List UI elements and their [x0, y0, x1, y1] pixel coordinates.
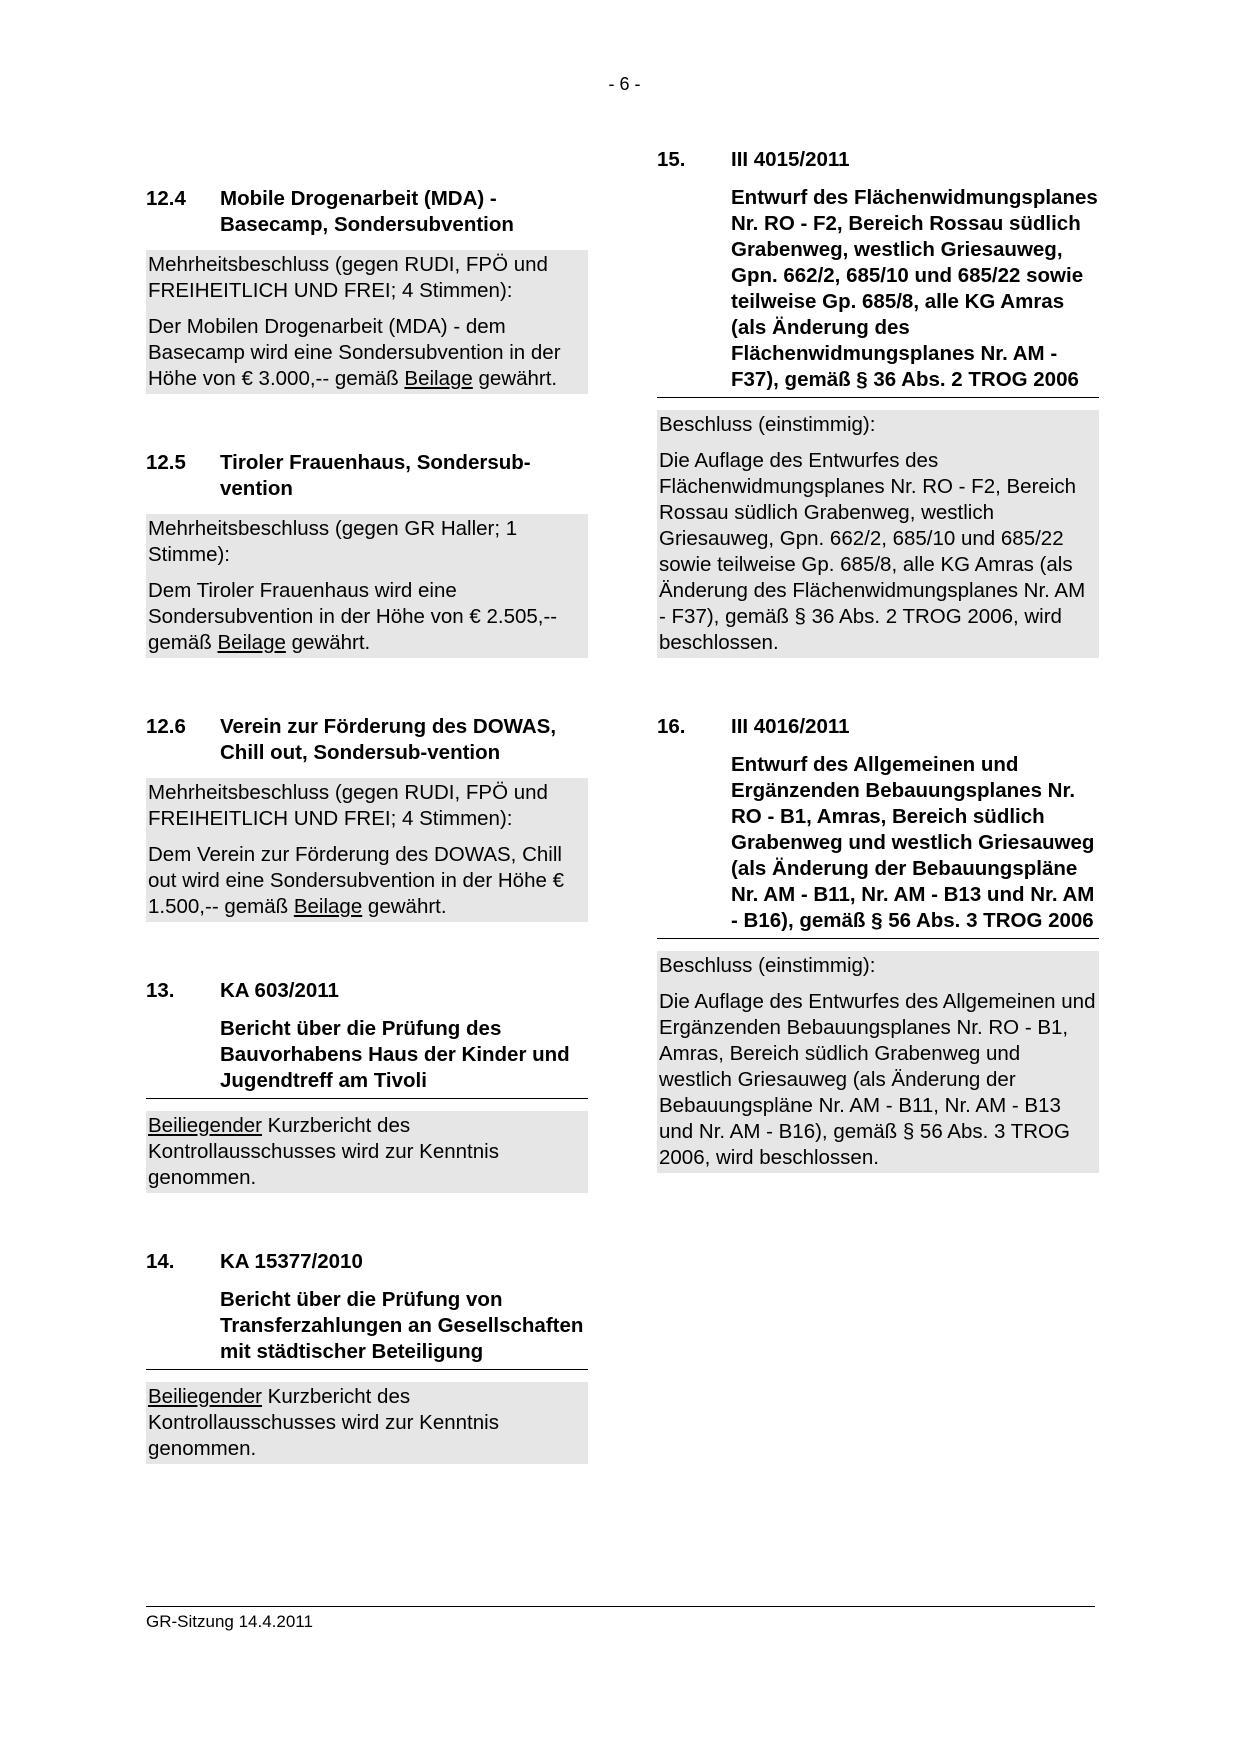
item-heading: [146, 978, 588, 1004]
page-number: - 6 -: [608, 74, 641, 94]
resolution-text: Beiliegender Kurzbericht des Kontrollausschusses wird zur Kenntnis genommen.: [148, 1385, 499, 1460]
item-title: Mobile Drogenarbeit (MDA) - Basecamp, Sondersubvention: [220, 187, 514, 236]
resolution-text: Beiliegender Kurzbericht des Kontrollausschusses wird zur Kenntnis genommen.: [148, 1114, 499, 1189]
resolution-box: [146, 1111, 588, 1193]
item-number: 12.4: [146, 187, 186, 210]
left-column: [146, 186, 588, 1504]
item-header-block: [657, 147, 1099, 398]
item-number: 14.: [146, 1250, 175, 1273]
agenda-item-14: [146, 1249, 588, 1464]
item-subject: Bericht über die Prüfung von Transferzahlungen an Gesellschaften mit städtischer Beteiligung: [220, 1288, 584, 1363]
resolution-box: [146, 514, 588, 658]
resolution-box: [657, 410, 1099, 658]
item-header-block: [146, 1249, 588, 1370]
item-subject: Bericht über die Prüfung des Bauvorhabens Haus der Kinder und Jugendtreff am Tivoli: [220, 1017, 570, 1092]
item-heading: [146, 450, 588, 502]
attachment-link[interactable]: Beiliegender: [148, 1114, 262, 1137]
attachment-link[interactable]: Beiliegender: [148, 1385, 262, 1408]
item-file-number: KA 603/2011: [220, 979, 339, 1002]
agenda-item-13: [146, 978, 588, 1193]
resolution-text: Die Auflage des Entwurfes des Flächenwidmungsplanes Nr. RO - F2, Bereich Rossau südlich Grabenweg, westlich Griesauweg, Gpn. 662/2, 685/10 und 685/22 sowie teilweise Gp. 685/8, alle KG Amras (als Änderung des Flächenwidmungsplanes Nr. AM - F37), gemäß § 36 Abs. 2 TROG 2006, wird beschlossen.: [659, 449, 1086, 654]
resolution-box: [657, 951, 1099, 1173]
attachment-link[interactable]: Beilage: [404, 367, 473, 390]
agenda-item-12-6: [146, 714, 588, 922]
resolution-text: Dem Tiroler Frauenhaus wird eine Sondersubvention in der Höhe von € 2.505,-- gemäß Beilage gewährt.: [148, 579, 558, 654]
resolution-box: [146, 250, 588, 394]
agenda-item-16: [657, 714, 1099, 1173]
item-number: 16.: [657, 715, 686, 738]
footer-divider: [146, 1606, 1095, 1607]
footer-text: GR-Sitzung 14.4.2011: [146, 1612, 313, 1631]
item-number: 15.: [657, 148, 686, 171]
item-subject: Entwurf des Allgemeinen und Ergänzenden Bebauungsplanes Nr. RO - B1, Amras, Bereich südlich Grabenweg und westlich Griesauweg (als Änderung der Bebauungspläne Nr. AM - B11, Nr. AM - B13 und Nr. AM - B16), gemäß § 56 Abs. 3 TROG 2006: [731, 753, 1095, 932]
agenda-item-12-4: [146, 186, 588, 394]
item-header-block: [146, 978, 588, 1099]
resolution-text: Die Auflage des Entwurfes des Allgemeinen und Ergänzenden Bebauungsplanes Nr. RO - B1, Amras, Bereich südlich Grabenweg und westlich Griesauweg (als Änderung der Bebauungspläne Nr. AM - B11, Nr. AM - B13 und Nr. AM - B16), gemäß § 56 Abs. 3 TROG 2006, wird beschlossen.: [659, 990, 1096, 1169]
item-subject: Entwurf des Flächenwidmungsplanes Nr. RO - F2, Bereich Rossau südlich Grabenweg, westlich Griesauweg, Gpn. 662/2, 685/10 und 685/22 sowie teilweise Gp. 685/8, alle KG Amras (als Änderung des Flächenwidmungsplanes Nr. AM - F37), gemäß § 36 Abs. 2 TROG 2006: [731, 186, 1098, 391]
item-number: 13.: [146, 979, 175, 1002]
resolution-text: Der Mobilen Drogenarbeit (MDA) - dem Basecamp wird eine Sondersubvention in der Höhe von € 3.000,-- gemäß Beilage gewährt.: [148, 315, 561, 390]
agenda-item-15: [657, 147, 1099, 658]
item-heading: [657, 147, 1099, 173]
vote-line: Beschluss (einstimmig):: [659, 954, 876, 977]
item-file-number: III 4016/2011: [731, 715, 850, 738]
attachment-link[interactable]: Beilage: [293, 895, 363, 918]
right-column: [657, 147, 1099, 1213]
agenda-item-12-5: [146, 450, 588, 658]
item-file-number: III 4015/2011: [731, 148, 850, 171]
resolution-box: [146, 778, 588, 922]
item-number: 12.6: [146, 715, 186, 738]
item-header-block: [657, 714, 1099, 939]
item-title: Verein zur Förderung des DOWAS, Chill out, Sondersub-vention: [220, 715, 557, 764]
attachment-link[interactable]: Beilage: [217, 631, 286, 654]
vote-line: Beschluss (einstimmig):: [659, 413, 876, 436]
item-number: 12.5: [146, 451, 186, 474]
vote-line: Mehrheitsbeschluss (gegen GR Haller; 1 Stimme):: [148, 517, 518, 566]
item-heading: [146, 186, 588, 238]
item-title: Tiroler Frauenhaus, Sondersub-vention: [220, 451, 531, 500]
vote-line: Mehrheitsbeschluss (gegen RUDI, FPÖ und FREIHEITLICH UND FREI; 4 Stimmen):: [148, 253, 548, 302]
item-heading: [146, 714, 588, 766]
resolution-text: Dem Verein zur Förderung des DOWAS, Chill out wird eine Sondersubvention in der Höhe € 1.500,-- gemäß Beilage gewährt.: [148, 843, 564, 918]
resolution-box: [146, 1382, 588, 1464]
item-heading: [657, 714, 1099, 740]
vote-line: Mehrheitsbeschluss (gegen RUDI, FPÖ und FREIHEITLICH UND FREI; 4 Stimmen):: [148, 781, 548, 830]
item-heading: [146, 1249, 588, 1275]
item-file-number: KA 15377/2010: [220, 1250, 363, 1273]
